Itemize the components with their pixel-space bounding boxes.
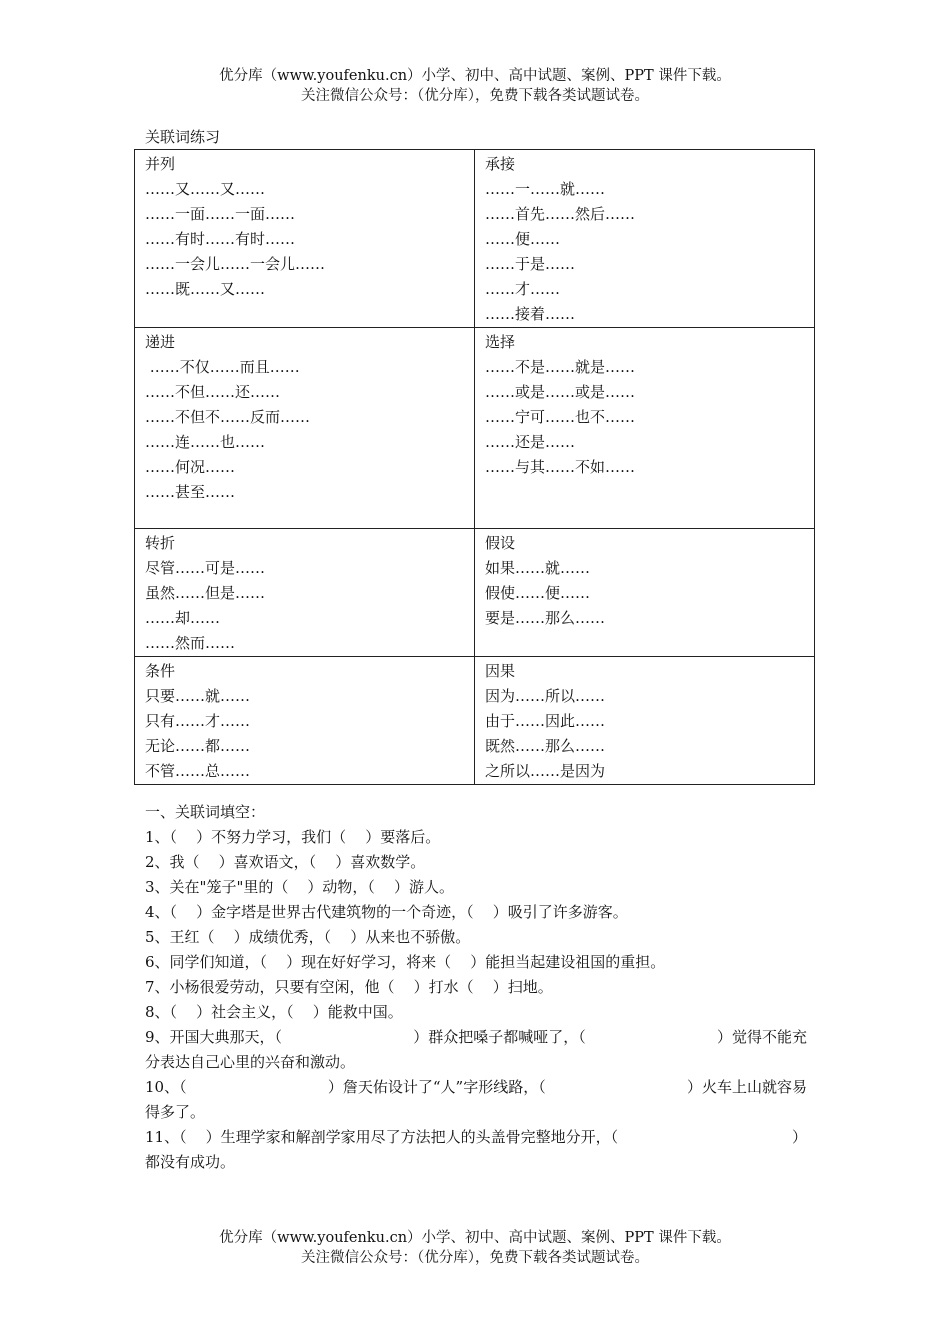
- list-item: ……不但……还……: [145, 383, 281, 401]
- footer-line-2: 关注微信公众号：（优分库），免费下载各类试题试卷。: [301, 1250, 649, 1266]
- list-item: ……才……: [485, 280, 561, 298]
- list-item: ……一……就……: [485, 180, 606, 198]
- question-10-part-2: ）詹天佑设计了“人”字形线路，（: [327, 1078, 546, 1096]
- question-8: 8、（ ）社会主义，（ ）能救中国。: [145, 1003, 403, 1021]
- category-label: 因果: [485, 662, 516, 680]
- list-item: ……却……: [145, 609, 221, 627]
- header-line-1: 优分库（www.youfenku.cn）小学、初中、高中试题、案例、PPT 课件下载。: [219, 68, 731, 84]
- category-label: 递进: [145, 333, 176, 351]
- list-item: ……宁可……也不……: [485, 408, 636, 426]
- question-10-part-3: ）火车上山就容易: [686, 1078, 807, 1096]
- list-item: ……然而……: [145, 634, 236, 652]
- list-item: ……还是……: [485, 433, 576, 451]
- table-row: [135, 529, 815, 657]
- list-item: 如果……就……: [485, 559, 591, 577]
- list-item: ……接着……: [485, 305, 576, 323]
- list-item: 尽管……可是……: [145, 559, 266, 577]
- question-6: 6、同学们知道，（ ）现在好好学习，将来（ ）能担当起建设祖国的重担。: [145, 953, 666, 971]
- list-item: 虽然……但是……: [145, 584, 266, 602]
- conjunction-table: [134, 149, 815, 785]
- cell-jia-she: [475, 529, 815, 657]
- question-10-part-1: 10、（: [145, 1078, 187, 1096]
- list-item: 既然……那么……: [485, 737, 606, 755]
- list-item: ……于是……: [485, 255, 576, 273]
- question-5: 5、王红（ ）成绩优秀，（ ）从来也不骄傲。: [145, 928, 471, 946]
- question-11: [145, 1125, 807, 1150]
- list-item: 只要……就……: [145, 687, 251, 705]
- cell-tiao-jian: [135, 657, 475, 785]
- question-9: [145, 1025, 807, 1050]
- page-footer: [0, 1228, 950, 1268]
- list-item: 无论……都……: [145, 737, 251, 755]
- list-item: ……不但不……反而……: [145, 408, 311, 426]
- list-item: ……首先……然后……: [485, 205, 636, 223]
- question-9-part-3: ）觉得不能充: [716, 1028, 807, 1046]
- cell-yin-guo: [475, 657, 815, 785]
- list-item: ……便……: [485, 230, 561, 248]
- list-item: 要是……那么……: [485, 609, 606, 627]
- list-item: 假使……便……: [485, 584, 591, 602]
- list-item: 不管……总……: [145, 762, 251, 780]
- question-11-continued: 都没有成功。: [145, 1153, 236, 1171]
- list-item: ……连……也……: [145, 433, 266, 451]
- category-label: 承接: [485, 155, 516, 173]
- page-header: [0, 66, 950, 106]
- list-item: ……何况……: [145, 458, 236, 476]
- footer-line-1: 优分库（www.youfenku.cn）小学、初中、高中试题、案例、PPT 课件下载。: [219, 1230, 731, 1246]
- question-11-part-2: ）: [791, 1128, 807, 1146]
- question-7: 7、小杨很爱劳动，只要有空闲，他（ ）打水（ ）扫地。: [145, 978, 553, 996]
- question-10: [145, 1075, 807, 1100]
- list-item: ……有时……有时……: [145, 230, 296, 248]
- question-2: 2、我（ ）喜欢语文，（ ）喜欢数学。: [145, 853, 426, 871]
- list-item: ……或是……或是……: [485, 383, 636, 401]
- list-item: 由于……因此……: [485, 712, 606, 730]
- list-item: ……一会儿……一会儿……: [145, 255, 326, 273]
- page-title: 关联词练习: [145, 128, 221, 146]
- table-row: [135, 328, 815, 529]
- category-label: 选择: [485, 333, 516, 351]
- list-item: 之所以……是因为: [485, 762, 606, 780]
- list-item: ……不仅……而且……: [145, 358, 300, 376]
- question-10-continued: 得多了。: [145, 1103, 206, 1121]
- category-label: 条件: [145, 662, 176, 680]
- category-label: 并列: [145, 155, 176, 173]
- list-item: ……又……又……: [145, 180, 266, 198]
- table-row: [135, 657, 815, 785]
- exercise-section: [145, 800, 807, 1175]
- question-9-part-1: 9、开国大典那天，（: [145, 1028, 283, 1046]
- category-label: 假设: [485, 534, 516, 552]
- question-4: 4、（ ）金字塔是世界古代建筑物的一个奇迹，（ ）吸引了许多游客。: [145, 903, 628, 921]
- list-item: ……不是……就是……: [485, 358, 636, 376]
- section-heading: 一、关联词填空：: [145, 803, 266, 821]
- question-3: 3、关在"笼子"里的（ ）动物，（ ）游人。: [145, 878, 454, 896]
- list-item: ……与其……不如……: [485, 458, 636, 476]
- list-item: ……甚至……: [145, 483, 236, 501]
- list-item: 因为……所以……: [485, 687, 606, 705]
- cell-cheng-jie: [475, 150, 815, 328]
- cell-xuan-ze: [475, 328, 815, 529]
- question-1: 1、（ ）不努力学习，我们（ ）要落后。: [145, 828, 441, 846]
- category-label: 转折: [145, 534, 176, 552]
- cell-di-jin: [135, 328, 475, 529]
- header-line-2: 关注微信公众号：（优分库），免费下载各类试题试卷。: [301, 88, 649, 104]
- cell-zhuan-zhe: [135, 529, 475, 657]
- list-item: ……一面……一面……: [145, 205, 296, 223]
- list-item: ……既……又……: [145, 280, 266, 298]
- question-9-part-2: ）群众把嗓子都喊哑了，（: [413, 1028, 586, 1046]
- cell-bing-lie: [135, 150, 475, 328]
- table-row: [135, 150, 815, 328]
- question-11-part-1: 11、（ ）生理学家和解剖学家用尽了方法把人的头盖骨完整地分开，（: [145, 1128, 619, 1146]
- list-item: 只有……才……: [145, 712, 251, 730]
- question-9-continued: 分表达自己心里的兴奋和激动。: [145, 1053, 356, 1071]
